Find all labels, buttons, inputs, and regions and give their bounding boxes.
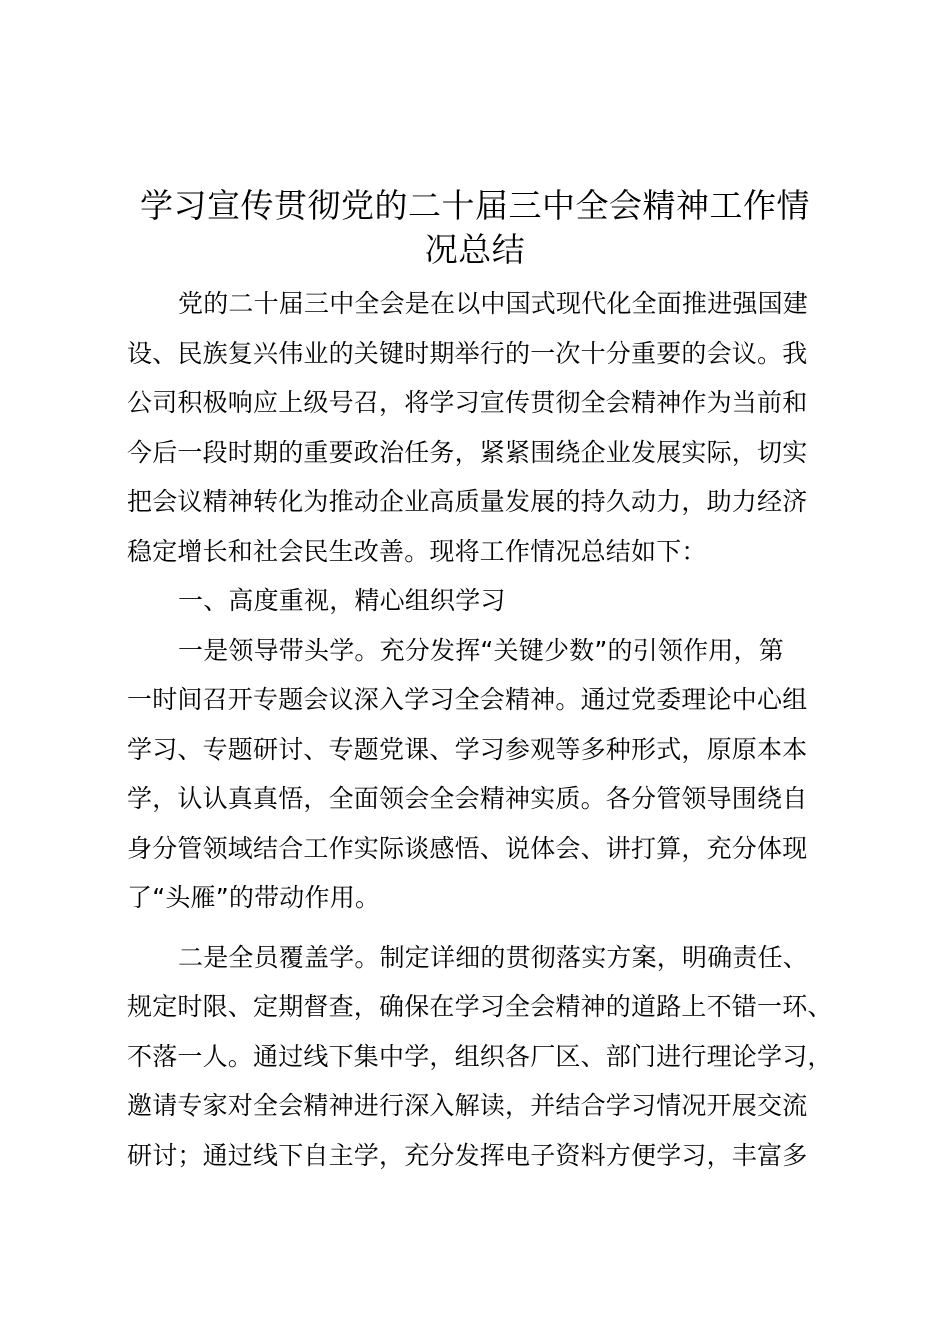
- paragraph-line: 邀请专家对全会精神进行深入解读，并结合学习情况开展交流: [127, 1091, 808, 1120]
- paragraph-line: 设、民族复兴伟业的关键时期举行的一次十分重要的会议。我: [127, 338, 808, 368]
- paragraph-line: 研讨；通过线下自主学，充分发挥电子资料方便学习，丰富多: [127, 1140, 808, 1170]
- section-heading-1: [127, 576, 857, 626]
- paragraph-line: 一是领导带头学。充分发挥“关键少数”的引领作用，第: [178, 635, 784, 665]
- paragraph-line: 了“头雁”的带动作用。: [127, 883, 381, 912]
- paragraph-leaders-study: [127, 626, 857, 923]
- document-title: [110, 184, 840, 272]
- paragraph-line: 身分管领域结合工作实际谈感悟、说体会、讲打算，充分体现: [127, 833, 808, 863]
- paragraph-line: 学，认认真真悟，全面领会全会精神实质。各分管领导围绕自: [127, 784, 808, 813]
- paragraph-line: 规定时限、定期督查，确保在学习全会精神的道路上不错一环、: [127, 992, 833, 1021]
- paragraph-line: 不落一人。通过线下集中学，组织各厂区、部门进行理论学习，: [127, 1041, 833, 1071]
- paragraph-line: 今后一段时期的重要政治任务，紧紧围绕企业发展实际，切实: [127, 437, 808, 467]
- paragraph-line: 二是全员覆盖学。制定详细的贯彻落实方案，明确责任、: [178, 942, 809, 972]
- paragraph-line: 稳定增长和社会民生改善。现将工作情况总结如下：: [127, 536, 707, 566]
- paragraph-line: 党的二十届三中全会是在以中国式现代化全面推进强国建: [178, 289, 809, 318]
- paragraph-full-coverage: [127, 933, 857, 1181]
- document-body: [127, 279, 857, 1180]
- title-line: 学习宣传贯彻党的二十届三中全会精神工作情: [140, 186, 810, 225]
- paragraph-line: 一时间召开专题会议深入学习全会精神。通过党委理论中心组: [127, 685, 808, 714]
- title-line: 况总结: [424, 230, 526, 269]
- paragraph-line: 学习、专题研讨、专题党课、学习参观等多种形式，原原本本: [127, 734, 808, 764]
- section-heading: 一、高度重视，精心组织学习: [178, 586, 506, 615]
- paragraph-line: 公司积极响应上级号召，将学习宣传贯彻全会精神作为当前和: [127, 388, 808, 417]
- paragraph-intro: [127, 279, 857, 576]
- paragraph-line: 把会议精神转化为推动企业高质量发展的持久动力，助力经济: [127, 487, 808, 516]
